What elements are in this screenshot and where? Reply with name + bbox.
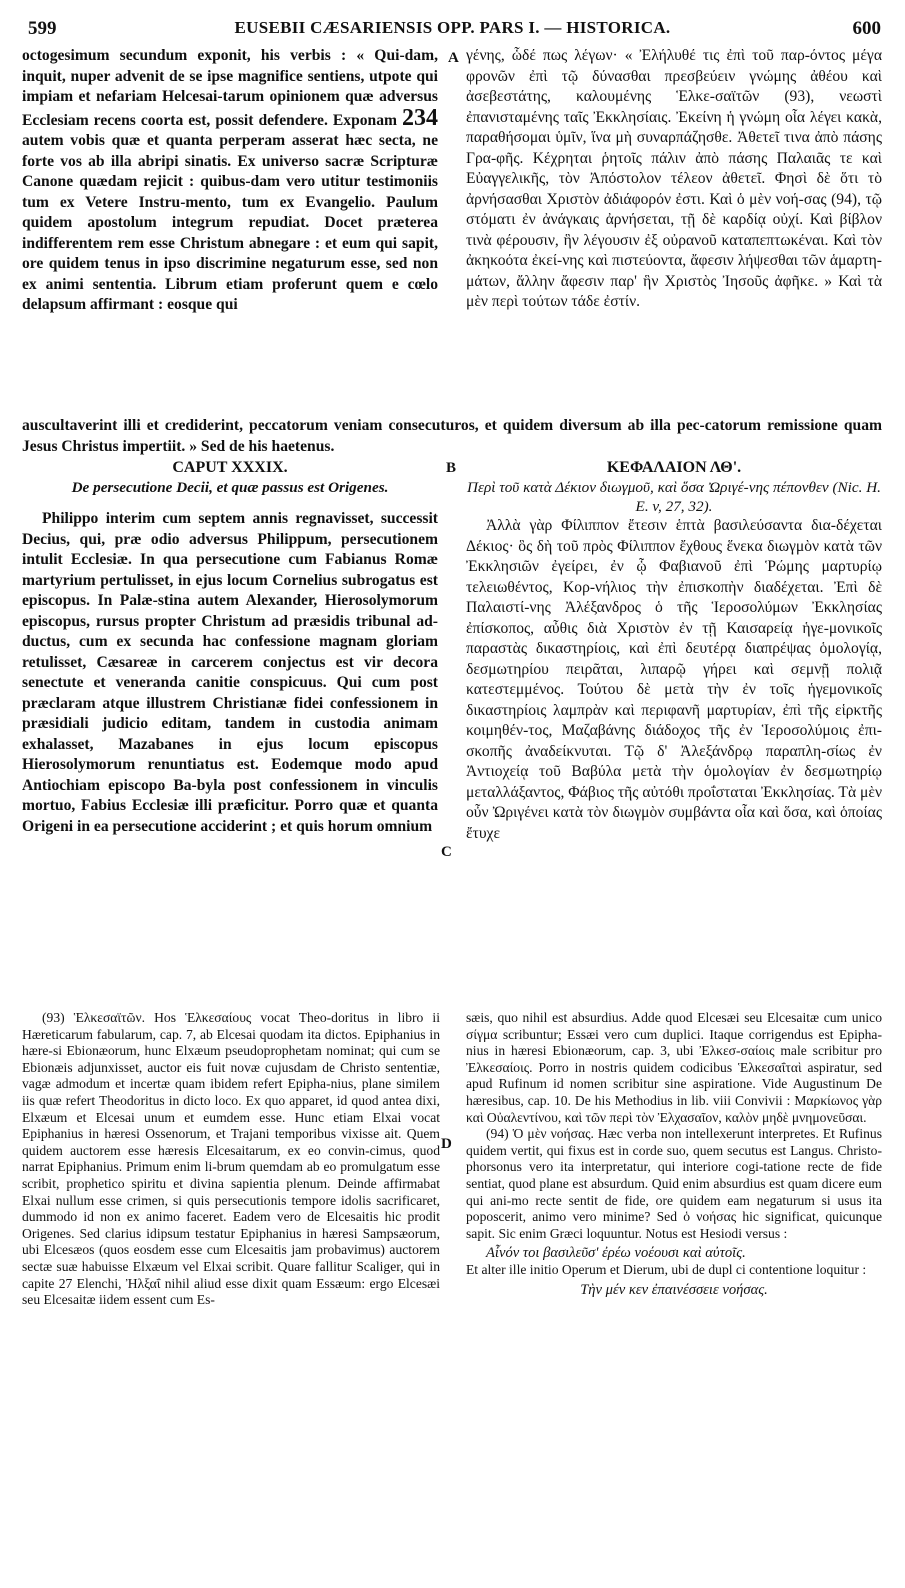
greek-chapter-body: Ἀλλὰ γὰρ Φίλιππον ἔτεσιν ἑπτὰ βασιλεύσαντα δια-δέχεται Δέκιος· ὃς δὴ τοῦ πρὸς Φίλιππον ἔχθους ἕνεκα διωγμὸν κατὰ τῶν Ἐκκλησιῶν ἐγείρει, ἐν ᾧ Φαβιανοῦ ἐπὶ Ῥώμης μαρτυρίῳ τελειωθέντος, Κορ-νήλιος τὴν ἐπισκοπὴν διαδέχεται. Ἐπὶ δὲ Παλαιστί-νης Ἀλέξανδρος ὁ τῆς Ἱεροσολύμων Ἐκκλησίας ἐπίσκοπος, αὖθις διὰ Χριστὸν ἐν τῇ Καισαρείᾳ ἡγε-μονικοῖς παραστὰς δικαστηρίοις, καὶ ἐπὶ δευτέρᾳ διαπρέψας ὁμολογίᾳ, δεσμωτηρίου πειρᾶται, λιπαρῷ γήρει καὶ σεμνῇ πολιᾷ κατεστεμμένος. Τούτου δὲ μετὰ τὴν ἐν τοῖς ἡγεμονικοῖς δικαστηρίοις λαμπρὰν καὶ περιφανῆ μαρτυρίαν, ἐπὶ τῆς εἱρκτῆς κοιμηθέν-τος, Μαζαβάνης διάδοχος τῆς ἐν Ἱεροσολύμοις ἐπι-σκοπῆς ἀναδείκνυται. Τῷ δ' Ἀλεξάνδρῳ παραπλη-σίως ἐν Ἀντιοχείᾳ τοῦ Βαβύλα μετὰ τὴν ὁμολογίαν ἐν δεσμωτηρίῳ μεταλλάξαντος, Φάβιος τῆς αὐτόθι προΐσταται Ἐκκλησίας. Τὰ μὲν οὖν Ὠριγένει κατὰ τὸν διωγμὸν συμβάντα οἷα καὶ ὅσα, καὶ ὁποίας ἔτυχε — [466, 517, 882, 842]
footnotes-right — [466, 1010, 882, 1298]
hesiod-verse-1: Αἶνόν τοι βασιλεῦσ' ἐρέω νοέουσι καὶ αὐτοῖς. — [486, 1245, 746, 1262]
running-header — [0, 18, 905, 42]
latin-chapter-body: Philippo interim cum septem annis regnavisset, successit Decius, qui, præ odio adversus Philippum, persecutionem intulit Ecclesiæ. In qua persecutione cum Fabianus Romæ martyrium pertulisset, in ejus locum Cornelius subrogatus est episcopus. In Palæ-stina autem Alexander, Hierosolymorum episcopus, rursus propter Christum ad præsidis tribunal ad-ductus, cum ex secunda hac confessione magnam gloriam retulisset, Cæsareæ in carcerem conjectus est vir decora senectute et veneranda canitie conspicuus. Qui cum post præclaram atque illustrem Christianæ fidei confessionem in præsidiali judicio editam, tandem in custodia animam exhalasset, Mazabanes in ejus locum episcopus Hierosolymorum renuntiatus est. Eodemque modo apud Antiochiam episcopo Ba-byla post confessionem in vinculis mortuo, Fabius Ecclesiæ illi præficitur. Porro quæ et quanta Origeni in ea persecutione acciderint ; et quis horum omnium — [22, 510, 438, 835]
latin-column-top — [22, 46, 438, 316]
page-number-left: 599 — [28, 18, 57, 39]
latin-text-top — [22, 46, 438, 316]
latin-text-part-2: autem vobis quæ et quanta perperam asserat hæc secta, ne forte vos ab illa abripi sinatis. Ex universo sacræ Scripturæ Canone quædam rejicit : quibus-dam vero utitur testimoniis tum ex Vetere Instru-mento, tum ex Evangelio. Paulum quidem apostolum integrum repudiat. Docet præterea indifferentem rem esse Christum abnegare : et eum qui sapit, ore quidem tenus in ipso discrimine negaturum esse, sed non ex animi sententia. Librum etiam proferunt quem e cœlo delapsum affirmant : eosque qui — [22, 132, 438, 313]
footnote-93-continued: sæis, quo nihil est absurdius. Adde quod Elcesæi seu Elcesaitæ cum unico σίγμα scribuntur; Essæi vero cum duplici. Itaque corrigendus est Epipha-nius in hæresi Ebionæorum, cap. 3, ubi Ἐλκεσ-σαίοις male scribitur pro Ἐλκεσαίοις. Porro in nostris quidem codicibus Ἑλκεσαΐταὶ aspiratur, sed apud Rufinum id nomen scribitur sine aspiratione. Vide Augustinum De hæresibus, cap. 10. De his Methodius in lib. viii Convivii : Μαρκίωνος γὰρ καὶ Οὐαλεντίνου, καὶ τῶν περὶ τὸν Ἐλχασαῖον, καλὸν μηδὲ μνημονεῦσαι. — [466, 1010, 882, 1125]
greek-text-top: γένης, ὧδέ πως λέγων· « Ἐλήλυθέ τις ἐπὶ τοῦ παρ-όντος μέγα φρονῶν ἐπὶ τῷ δύνασθαι πρεσβεύειν γνώμης ἀθέου καὶ ἀσεβεστάτης, καλουμένης Ἑλκε-σαϊτῶν (93), νεωστὶ ἐπανισταμένης ταῖς Ἐκκλησίαις. Ἐκείνη ἡ γνώμη οἷα λέγει κακὰ, παραθήσομαι ὑμῖν, ἵνα μὴ συναρπάζησθε. Ἀθετεῖ τινα ἀπὸ πάσης Γρα-φῆς. Κέχρηται ῥητοῖς πάλιν ἀπὸ πάσης Παλαιᾶς τε καὶ Εὐαγγελικῆς, τὸν Ἀπόστολον τέλεον ἀθετεῖ. Φησὶ δὲ ὅτι τὸ ἀρνήσασθαι Χριστὸν ἀδιάφορόν ἐστι. Καὶ ὁ μὲν νοή-σας (94), τῷ στόματι ἐν ἀνάγκαις ἀρνήσεται, τῇ δὲ καρδίᾳ οὐχί. Καὶ βίβλον τινὰ φέρουσιν, ἣν λέγουσιν ἐξ οὐρανοῦ καταπεπτωκέναι. Καὶ τὸν ἀκηκοότα ἐκεί-νης καὶ πιστεύοντα, ἄφεσιν λήψεσθαι τῶν ἁμαρτη-μάτων, ἄλλην ἄφεσιν παρ' ἣν Χριστὸς Ἰησοῦς ἀφῆκε. » Καὶ τὰ μὲν περὶ τούτων τάδε ἐστίν. — [466, 47, 882, 310]
latin-text-part-1: octogesimum secundum exponit, his verbis : « Qui-dam, inquit, nuper advenit de se ipse magnifice sentiens, utpote qui impiam et nefariam Helcesai-tarum opinionem quæ adversus Ecclesiam recens coorta est, possit defendere. Exponam — [22, 47, 438, 129]
greek-chapter-column — [466, 458, 882, 844]
latin-chapter-subheading: De persecutione Decii, et quæ passus est Origenes. — [71, 479, 389, 496]
footnote-94: (94) Ὁ μὲν νοήσας. Hæc verba non intellexerunt interpretes. Et Rufinus quidem vertit, qui fixus est in corde suo, quem secutus est Langus. Christo-phorsonus vero ita interpretatur, qui interiore cogi-tatione recte de fide sentiat, quod plane est absurdum. Quid enim absurdius est quam dicere eum qui ani-mo recte sentit de fide, ore quidem eam negaturum si usus ita poposcerit, animo vero minime? Sed ὁ νοήσας hic significat, quicunque sapit. Sic enim Græci loquuntur. Notus est Hesiodi versus : — [466, 1126, 882, 1241]
latin-chapter-column — [22, 458, 438, 837]
footnote-93: (93) Ἑλκεσαϊτῶν. Hos Ἑλκεσαίους vocat Theo-doritus in libro ii Hæreticarum fabularum, cap. 7, ab Elcesai quodam ita dictos. Epiphanius in hære-si Ebionæorum, hunc Elxæum pseudoprophetam nominat; qui cum se Ebionæis adjunxisset, auctor eis fuit novæ cujusdam de Christo sententiæ, vagæ admodum et incertæ quam ibidem refert Epipha-nius, plane similem iis quæ refert Theodoritus in dicto loco. Ex quo apparet, id quod antea dixi, Elxæum et Elcesai unum et eumdem esse. Hunc etiam Elxai vocat Epiphanius in hæresi Ossenorum, et Trajani temporibus vixisse ait. Quem quidem auctorem esse hæresis Elcesaitarum, ex eo convin-cimus, quod narrat Epiphanius. Primum enim li-brum quemdam ab eo promulgatum esse scribit, prophetico spiritu et divina sapientia plenum. Deinde affirmabat Elxai nullum esse crimen, si quis persecutionis tempore idolis sacrificaret, dummodo id non ex animo faceret. Eadem vero de Elcesaitis hic prodit Origenes. Sed clarius idipsum testatur Epiphanius in hæresi Sampsæorum, ubi Elcesæos (quos eosdem esse cum Elcesaitis jam probavimus) auctorem sectæ suæ habuisse Elxæum vel Elxai scribit. Quare fallitur Scaliger, qui in capite 27 Elenchi, Ἠλξαΐ nihil aliud esse dixit quam Essæum: ergo Elcesæi seu Elcesaitæ iidem essent cum Es- — [22, 1010, 440, 1308]
footnotes-left — [22, 1010, 440, 1309]
margin-letter-a: A — [448, 50, 459, 66]
page-number-right: 600 — [852, 18, 881, 39]
margin-letter-c: C — [441, 844, 452, 860]
hesiod-verse-2: Τὴν μέν κεν ἐπαινέσσειε νοήσας. — [580, 1281, 768, 1298]
running-title: EUSEBII CÆSARIENSIS OPP. PARS I. — HISTORICA. — [234, 18, 671, 37]
greek-chapter-heading: ΚΕΦΑΛΑΙΟΝ ΛΘ'. — [606, 459, 742, 476]
greek-chapter-subheading: Περὶ τοῦ κατὰ Δέκιον διωγμοῦ, καὶ ὅσα Ὠριγέ-νης πέπονθεν (Nic. H. E. v, 27, 32). — [467, 479, 881, 515]
latin-chapter-heading: CAPUT XXXIX. — [172, 459, 288, 476]
full-width-paragraph: auscultaverint illi et crediderint, peccatorum veniam consecuturos, et quidem diversum ab illa pec-catorum remissione quam Jesus Christus impertiit. » Sed de his haetenus. — [22, 417, 882, 455]
section-number: 234 — [402, 104, 438, 131]
margin-letter-d: D — [441, 1136, 452, 1152]
margin-letter-b: B — [446, 460, 457, 476]
greek-column-top — [466, 46, 882, 313]
footnote-94-after-verse: Et alter ille initio Operum et Dierum, ubi de dupl ci contentione loquitur : — [466, 1261, 867, 1277]
